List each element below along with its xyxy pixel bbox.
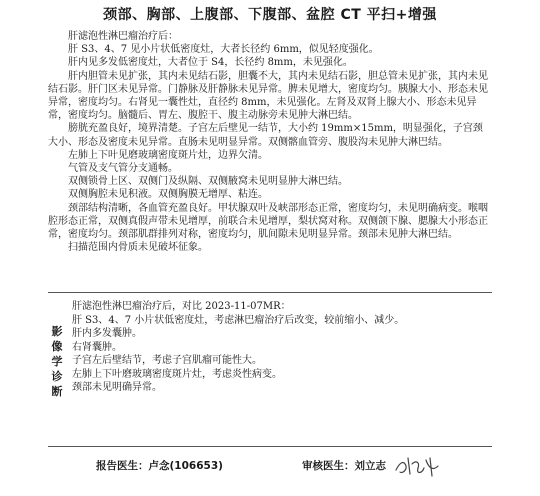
diagnosis-line: 肝 S3、4、7 小片状低密度灶，考虑淋巴瘤治疗后改变，较前缩小、减少。 [72, 314, 405, 326]
divider-bottom [48, 446, 492, 447]
report-doctor [96, 458, 223, 473]
finding-line: 气管及支气管分支通畅。 [68, 163, 178, 175]
diagnosis-label-char: 影 [51, 325, 63, 338]
finding-line: 颈部结构清晰，各血管充盈良好。甲状腺双叶及峡部形态正常，密度均匀，未见明确病变。喉咽腔形态正常，双侧真假声带未见增厚，前联合未见增厚，梨状窝对称。双侧颌下腺、腮腺大小形态正常，密度均匀。颈部肌群排列对称，密度均匀，肌间隙未见明显异常。颈部未见肿大淋巴结。 [48, 202, 488, 241]
finding-line: 左肺上下叶见磨玻璃密度斑片灶，边界欠清。 [68, 149, 268, 161]
report-doctor-label: 报告医生： [96, 460, 149, 472]
review-doctor [302, 458, 386, 473]
diagnosis-label-char: 像 [51, 340, 63, 353]
diagnosis-line: 肝内多发囊肿。 [72, 328, 142, 339]
diagnosis-section [72, 300, 492, 395]
finding-line: 肝 S3、4、7 见小片状低密度灶，大者长径约 6mm，似见轻度强化。 [68, 44, 379, 56]
finding-line: 肝内见多发低密度灶，大者位于 S4，长径约 8mm，未见强化。 [68, 57, 353, 69]
finding-line: 双侧胸腔未见积液。双侧胸膜无增厚、粘连。 [68, 189, 268, 201]
finding-line: 肝内胆管未见扩张，其内未见结石影，胆囊不大，其内未见结石影，胆总管未见扩张，其内未见结石影。肝门区未见异常。门静脉及肝静脉未见异常。脾未见增大，密度均匀。胰腺大小、形态未见异常，密度均匀。右肾见一囊性灶，直径约 8mm，未见强化。左肾及双肾上腺大小、形态未见异常，密度均匀。脑髓后、胃左、腹腔干、腹主动脉旁未见肿大淋巴结。 [48, 70, 488, 122]
diagnosis-label-char: 断 [51, 385, 63, 398]
diagnosis-label-char: 学 [51, 355, 63, 368]
handwritten-signature [392, 452, 442, 480]
diagnosis-line: 肝滤泡性淋巴瘤治疗后，对比 2023-11-07MR： [72, 301, 291, 312]
findings-section [48, 30, 492, 254]
diagnosis-line: 子宫左后壁结节，考虑子宫肌瘤可能性大。 [72, 355, 262, 366]
review-doctor-name: 刘立志 [354, 460, 386, 472]
finding-line: 肝滤泡性淋巴瘤治疗后： [68, 31, 178, 42]
diagnosis-line: 颈部未见明确异常。 [72, 382, 162, 393]
report-doctor-name: 卢念(106653) [148, 460, 223, 472]
finding-line: 膀胱充盈良好，境界清楚。子宫左后壁见一结节，大小约 19mm×15mm，明显强化，子宫颈大小、形态及密度未见异常。直肠未见明显异常。双侧髂血管旁、腹股沟未见肿大淋巴结。 [48, 123, 483, 148]
finding-line: 双侧锁骨上区、双侧门及纵隔、双侧腋窝未见明显肿大淋巴结。 [68, 176, 348, 188]
divider-top [48, 292, 492, 293]
diagnosis-line: 左肺上下叶磨玻璃密度斑片灶，考虑炎性病变。 [72, 368, 282, 380]
finding-line: 扫描范围内骨质未见破坏征象。 [68, 242, 208, 254]
report-title: 颈部、胸部、上腹部、下腹部、盆腔 CT 平扫+增强 [103, 7, 437, 23]
review-doctor-label: 审核医生： [302, 460, 355, 472]
diagnosis-line: 右肾囊肿。 [72, 341, 122, 353]
diagnosis-label-char: 诊 [51, 370, 63, 383]
diagnosis-label [50, 324, 64, 399]
